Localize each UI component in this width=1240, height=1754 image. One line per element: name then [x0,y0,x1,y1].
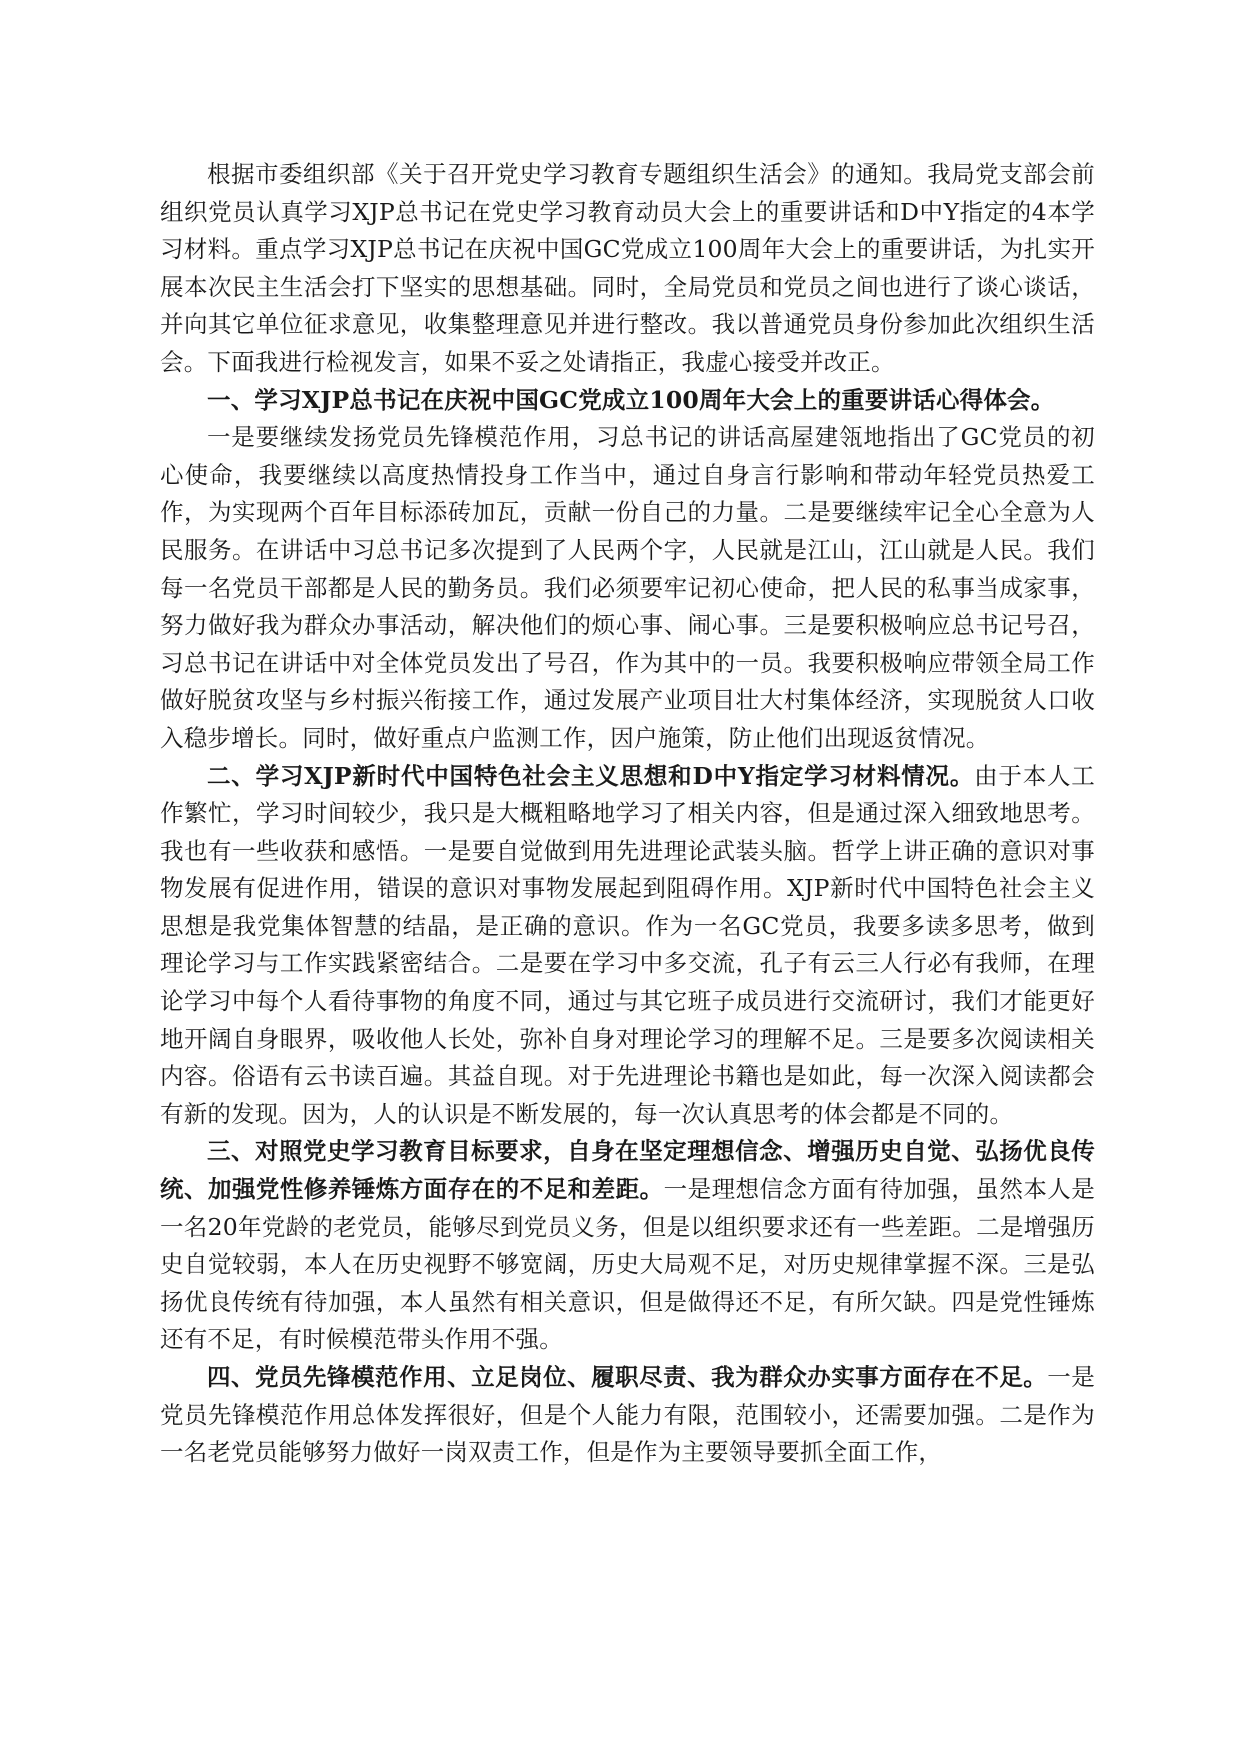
section-2-heading: 二、学习XJP新时代中国特色社会主义思想和D中Y指定学习材料情况。 [207,761,975,790]
section-4-body: 一是党员先锋模范作用总体发挥很好，但是个人能力有限，范围较小，还需要加强。二是作为一名老党员能够努力做好一岗双责工作，但是作为主要领导要抓全面工作， [160,1363,1096,1467]
document-page [160,156,1095,1472]
section-4-heading: 四、党员先锋模范作用、立足岗位、履职尽责、我为群众办实事方面存在不足。 [207,1363,1048,1391]
section-2-paragraph [160,758,1095,1134]
section-3-paragraph [160,1133,1095,1359]
section-1-body: 一是要继续发扬党员先锋模范作用，习总书记的讲话高屋建瓴地指出了GC党员的初心使命，我要继续以高度热情投身工作当中，通过自身言行影响和带动年轻党员热爱工作，为实现两个百年目标添砖加瓦，贡献一份自己的力量。二是要继续牢记全心全意为人民服务。在讲话中习总书记多次提到了人民两个字，人民就是江山，江山就是人民。我们每一名党员干部都是人民的勤务员。我们必须要牢记初心使命，把人民的私事当成家事，努力做好我为群众办事活动，解决他们的烦心事、闹心事。三是要积极响应总书记号召，习总书记在讲话中对全体党员发出了号召，作为其中的一员。我要积极响应带领全局工作做好脱贫攻坚与乡村振兴衔接工作，通过发展产业项目壮大村集体经济，实现脱贫人口收入稳步增长。同时，做好重点户监测工作，因户施策，防止他们出现返贫情况。 [160,423,1095,752]
section-1-heading: 一、学习XJP总书记在庆祝中国GC党成立100周年大会上的重要讲话心得体会。 [207,385,1055,414]
section-2-body: 由于本人工作繁忙，学习时间较少，我只是大概粗略地学习了相关内容，但是通过深入细致地思考。我也有一些收获和感悟。一是要自觉做到用先进理论武装头脑。哲学上讲正确的意识对事物发展有促进作用，错误的意识对事物发展起到阻碍作用。XJP新时代中国特色社会主义思想是我党集体智慧的结晶，是正确的意识。作为一名GC党员，我要多读多思考，做到理论学习与工作实践紧密结合。二是要在学习中多交流，孔子有云三人行必有我师，在理论学习中每个人看待事物的角度不同，通过与其它班子成员进行交流研讨，我们才能更好地开阔自身眼界，吸收他人长处，弥补自身对理论学习的理解不足。三是要多次阅读相关内容。俗语有云书读百遍。其益自现。对于先进理论书籍也是如此，每一次深入阅读都会有新的发现。因为，人的认识是不断发展的，每一次认真思考的体会都是不同的。 [160,761,1096,1128]
section-3-body: 一是理想信念方面有待加强，虽然本人是一名20年党龄的老党员，能够尽到党员义务，但是以组织要求还有一些差距。二是增强历史自觉较弱，本人在历史视野不够宽阔，历史大局观不足，对历史规律掌握不深。三是弘扬优良传统有待加强，本人虽然有相关意识，但是做得还不足，有所欠缺。四是党性锤炼还有不足，有时候模范带头作用不强。 [160,1175,1095,1354]
section-3-heading: 三、对照党史学习教育目标要求，自身在坚定理想信念、增强历史自觉、弘扬优良传统、加强党性修养锤炼方面存在的不足和差距。 [160,1137,1095,1204]
section-4-paragraph [160,1359,1095,1472]
intro-paragraph: 根据市委组织部《关于召开党史学习教育专题组织生活会》的通知。我局党支部会前组织党员认真学习XJP总书记在党史学习教育动员大会上的重要讲话和D中Y指定的4本学习材料。重点学习XJP总书记在庆祝中国GC党成立100周年大会上的重要讲话，为扎实开展本次民主生活会打下坚实的思想基础。同时，全局党员和党员之间也进行了谈心谈话，并向其它单位征求意见，收集整理意见并进行整改。我以普通党员身份参加此次组织生活会。下面我进行检视发言，如果不妥之处请指正，我虚心接受并改正。 [160,160,1095,376]
